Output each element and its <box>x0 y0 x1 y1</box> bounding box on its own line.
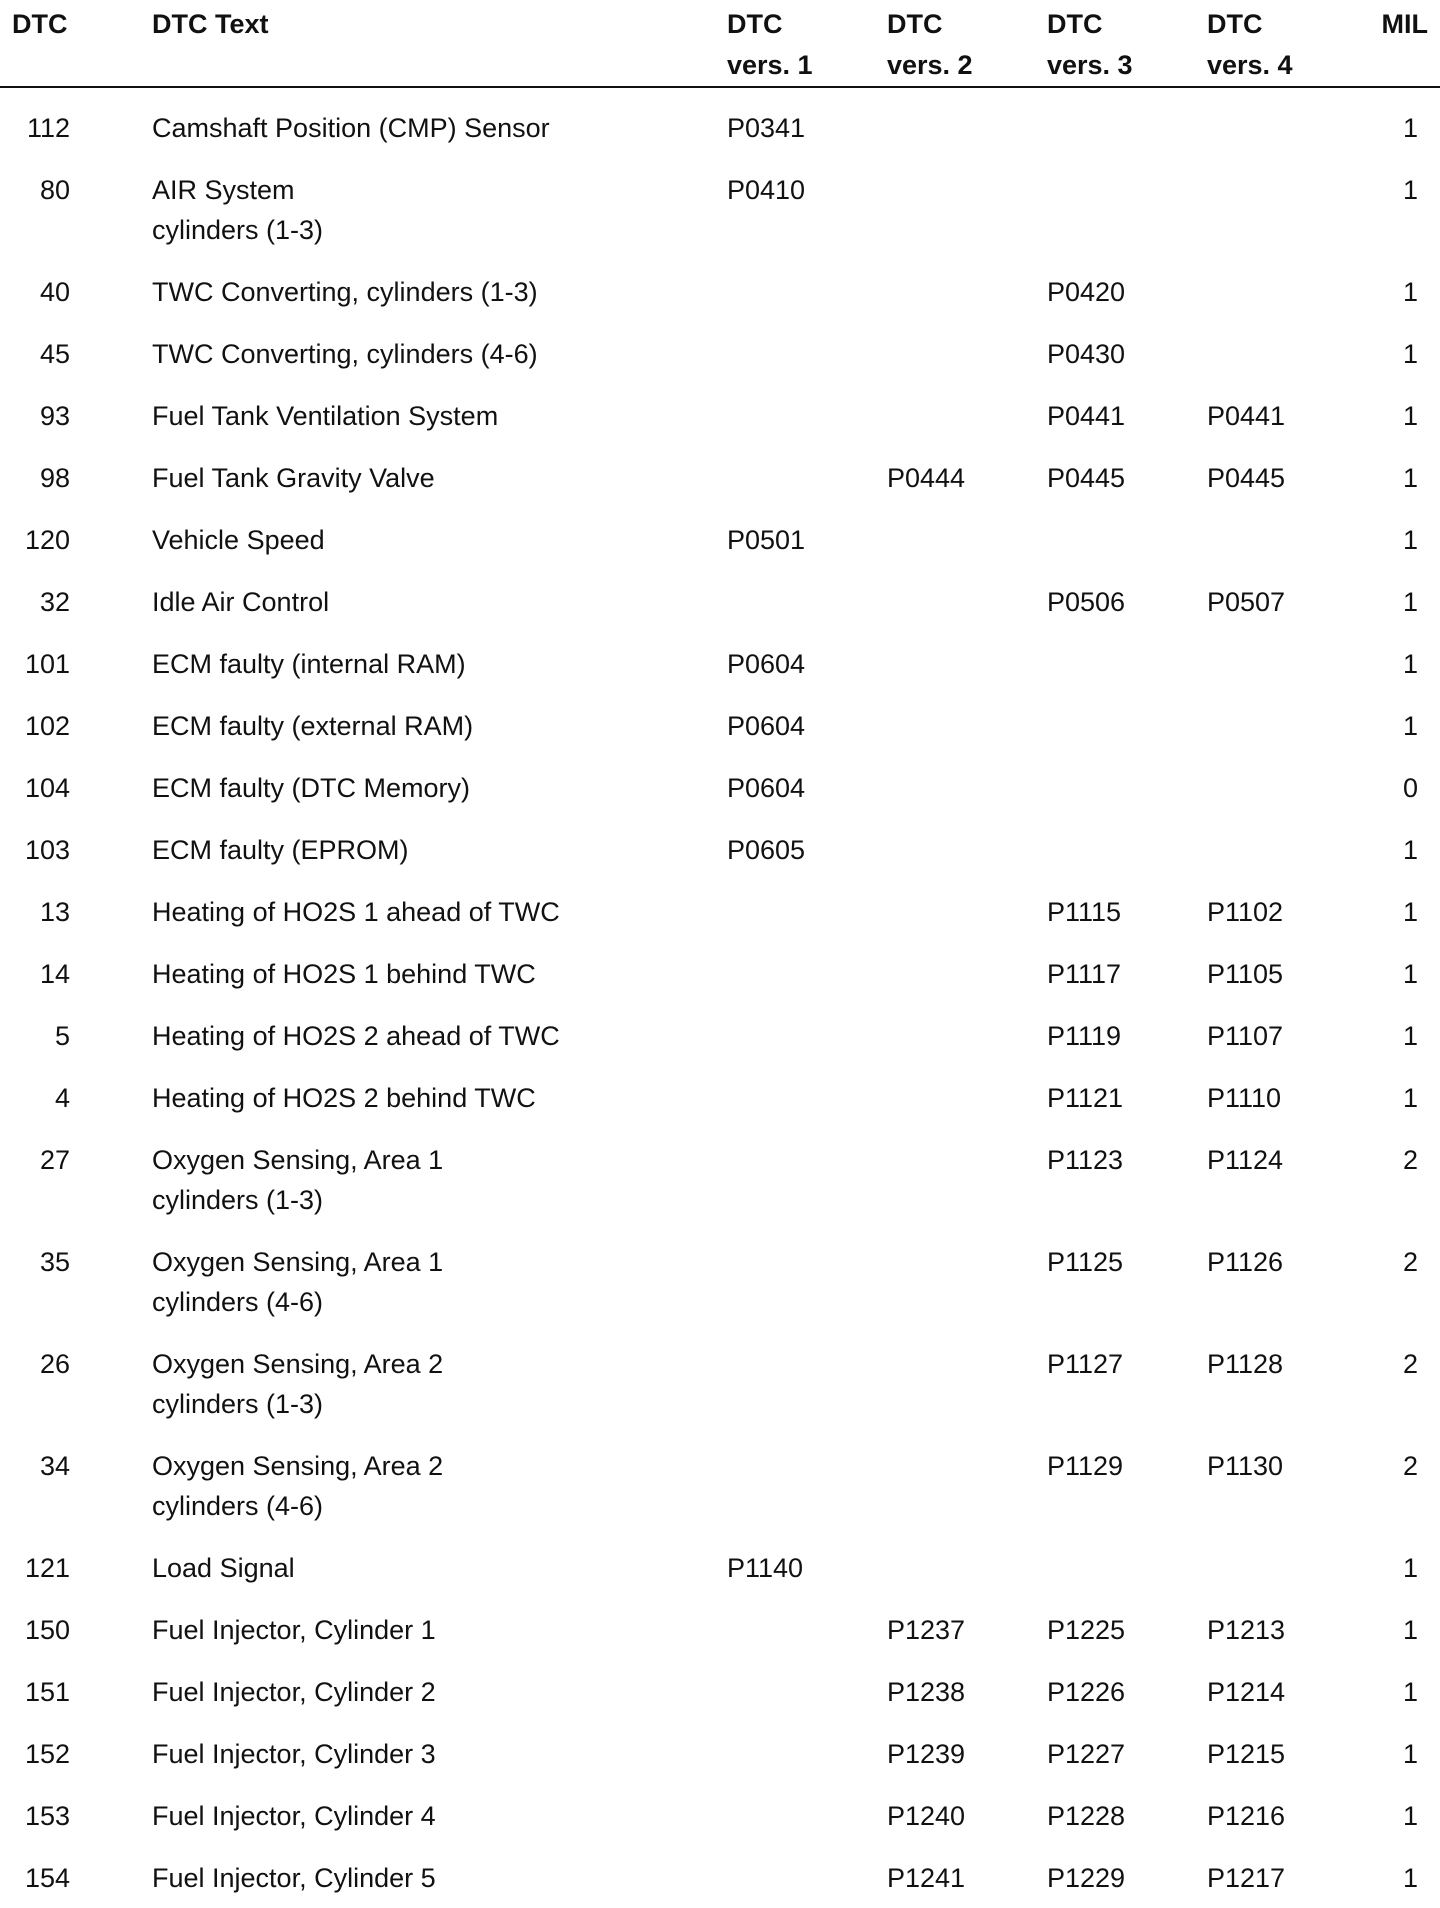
cell-dtc-vers-2: P1238 <box>887 1677 966 1707</box>
cell-dtc-vers-4: P1213 <box>1207 1615 1286 1645</box>
cell-dtc-vers-1 <box>727 1066 887 1128</box>
table-row <box>0 446 1440 508</box>
cell-dtc-vers-3: P1229 <box>1047 1863 1126 1893</box>
cell-dtc-vers-3: P1121 <box>1047 1083 1124 1113</box>
cell-dtc-vers-2 <box>887 1004 1047 1066</box>
header-dtc: DTC <box>0 0 152 87</box>
cell-text-line: cylinders (1-3) <box>152 1185 324 1215</box>
cell-dtc: 152 <box>24 1739 70 1769</box>
cell-mil: 2 <box>1402 1349 1418 1379</box>
cell-dtc: 112 <box>26 113 70 143</box>
cell-dtc-vers-4: P1105 <box>1207 959 1284 989</box>
cell-dtc: 104 <box>24 773 70 803</box>
cell-dtc-text <box>152 1660 727 1722</box>
cell-dtc-vers-2 <box>887 1066 1047 1128</box>
cell-dtc: 150 <box>24 1615 70 1645</box>
header-line: vers. 1 <box>727 50 813 80</box>
cell-dtc-vers-3: P0441 <box>1047 401 1126 431</box>
cell-dtc-text <box>152 1066 727 1128</box>
cell-text-line: Fuel Injector, Cylinder 3 <box>152 1739 436 1769</box>
cell-dtc-vers-1 <box>727 1230 887 1332</box>
cell-dtc-vers-3 <box>1047 818 1207 880</box>
cell-dtc-vers-4: P1216 <box>1207 1801 1286 1831</box>
cell-dtc-vers-3: P1226 <box>1047 1677 1126 1707</box>
cell-dtc-vers-1 <box>727 570 887 632</box>
cell-mil: 1 <box>1402 339 1418 369</box>
cell-dtc-vers-2 <box>887 818 1047 880</box>
cell-dtc-vers-3: P1115 <box>1047 897 1122 927</box>
cell-dtc-vers-4 <box>1207 87 1367 158</box>
cell-text-line: Oxygen Sensing, Area 1 <box>152 1145 444 1175</box>
cell-dtc: 151 <box>24 1677 70 1707</box>
cell-dtc-vers-4: P0507 <box>1207 587 1286 617</box>
cell-text-line: ECM faulty (external RAM) <box>152 711 474 741</box>
cell-text-line: Heating of HO2S 1 behind TWC <box>152 959 536 989</box>
header-line: vers. 4 <box>1207 50 1293 80</box>
cell-dtc-vers-2 <box>887 260 1047 322</box>
cell-dtc: 121 <box>24 1553 70 1583</box>
cell-dtc: 5 <box>54 1021 70 1051</box>
cell-dtc: 26 <box>39 1349 70 1379</box>
cell-dtc-vers-4 <box>1207 632 1367 694</box>
cell-mil: 0 <box>1402 773 1418 803</box>
cell-dtc: 153 <box>24 1801 70 1831</box>
table-row <box>0 570 1440 632</box>
cell-text-line: ECM faulty (internal RAM) <box>152 649 466 679</box>
cell-dtc-vers-4 <box>1207 694 1367 756</box>
cell-text-line: Heating of HO2S 2 behind TWC <box>152 1083 536 1113</box>
cell-dtc-text <box>152 1004 727 1066</box>
cell-dtc-vers-4: P1215 <box>1207 1739 1286 1769</box>
cell-dtc-vers-4: P1126 <box>1207 1247 1284 1277</box>
cell-dtc-vers-2 <box>887 1434 1047 1536</box>
cell-dtc-text <box>152 818 727 880</box>
cell-mil: 1 <box>1402 649 1418 679</box>
cell-dtc-vers-2 <box>887 694 1047 756</box>
cell-dtc-vers-4: P1128 <box>1207 1349 1284 1379</box>
cell-dtc-vers-1 <box>727 942 887 1004</box>
cell-dtc-vers-1 <box>727 1598 887 1660</box>
cell-text-line: Fuel Tank Gravity Valve <box>152 463 435 493</box>
table-row <box>0 1722 1440 1784</box>
cell-dtc: 13 <box>39 897 70 927</box>
cell-dtc-vers-1 <box>727 1846 887 1908</box>
cell-dtc-text <box>152 260 727 322</box>
table-row <box>0 1004 1440 1066</box>
cell-mil: 1 <box>1402 463 1418 493</box>
cell-dtc-vers-2 <box>887 756 1047 818</box>
cell-dtc: 40 <box>39 277 70 307</box>
cell-dtc-vers-1: P0604 <box>727 711 806 741</box>
cell-dtc-text <box>152 756 727 818</box>
cell-dtc: 45 <box>39 339 70 369</box>
cell-dtc: 101 <box>24 649 70 679</box>
cell-dtc-vers-3 <box>1047 87 1207 158</box>
cell-dtc-vers-2 <box>887 158 1047 260</box>
cell-mil: 1 <box>1402 175 1418 205</box>
cell-dtc-text <box>152 632 727 694</box>
cell-dtc-vers-2 <box>887 942 1047 1004</box>
cell-mil: 1 <box>1402 711 1418 741</box>
cell-dtc-vers-3 <box>1047 158 1207 260</box>
table-row <box>0 1230 1440 1332</box>
cell-dtc-vers-2: P1240 <box>887 1801 966 1831</box>
header-mil: MIL <box>1367 0 1440 87</box>
table-row <box>0 158 1440 260</box>
cell-mil: 1 <box>1402 587 1418 617</box>
cell-text-line: TWC Converting, cylinders (1-3) <box>152 277 538 307</box>
cell-dtc-vers-2 <box>887 87 1047 158</box>
cell-dtc-text <box>152 942 727 1004</box>
table-row <box>0 322 1440 384</box>
table-row <box>0 1434 1440 1536</box>
header-line: vers. 2 <box>887 50 973 80</box>
cell-dtc-vers-1 <box>727 1784 887 1846</box>
cell-dtc-vers-4: P1110 <box>1207 1083 1282 1113</box>
table-row <box>0 1598 1440 1660</box>
cell-text-line: Camshaft Position (CMP) Sensor <box>152 113 550 143</box>
cell-dtc-vers-3 <box>1047 1536 1207 1598</box>
header-line: DTC <box>1207 9 1263 39</box>
table-body <box>0 87 1440 1908</box>
cell-text-line: TWC Converting, cylinders (4-6) <box>152 339 538 369</box>
cell-text-line: ECM faulty (DTC Memory) <box>152 773 471 803</box>
cell-mil: 2 <box>1402 1145 1418 1175</box>
cell-dtc: 80 <box>39 175 70 205</box>
table-row <box>0 87 1440 158</box>
cell-dtc-vers-3: P1129 <box>1047 1451 1124 1481</box>
cell-text-line: Load Signal <box>152 1553 295 1583</box>
cell-dtc: 93 <box>39 401 70 431</box>
cell-dtc: 35 <box>39 1247 70 1277</box>
cell-dtc-vers-3 <box>1047 508 1207 570</box>
cell-mil: 1 <box>1402 525 1418 555</box>
cell-dtc-vers-4 <box>1207 322 1367 384</box>
table-row <box>0 1332 1440 1434</box>
cell-dtc-vers-4 <box>1207 260 1367 322</box>
cell-dtc: 34 <box>39 1451 70 1481</box>
cell-dtc-vers-1 <box>727 880 887 942</box>
cell-dtc-vers-1 <box>727 1434 887 1536</box>
table-row <box>0 694 1440 756</box>
cell-dtc-vers-3: P0430 <box>1047 339 1126 369</box>
cell-dtc-text <box>152 1128 727 1230</box>
cell-mil: 1 <box>1402 1083 1418 1113</box>
cell-dtc-vers-4: P1130 <box>1207 1451 1284 1481</box>
cell-dtc-vers-4: P1214 <box>1207 1677 1286 1707</box>
cell-mil: 1 <box>1402 1553 1418 1583</box>
table-row <box>0 1128 1440 1230</box>
cell-dtc: 102 <box>24 711 70 741</box>
cell-dtc-text <box>152 446 727 508</box>
cell-dtc-vers-3: P0420 <box>1047 277 1126 307</box>
cell-text-line: Oxygen Sensing, Area 2 <box>152 1349 444 1379</box>
cell-dtc-text <box>152 570 727 632</box>
cell-dtc-vers-3: P1227 <box>1047 1739 1126 1769</box>
cell-text-line: Heating of HO2S 1 ahead of TWC <box>152 897 560 927</box>
cell-dtc-vers-2: P1241 <box>887 1863 966 1893</box>
cell-dtc-text <box>152 508 727 570</box>
cell-mil: 2 <box>1402 1451 1418 1481</box>
cell-dtc-vers-1 <box>727 1004 887 1066</box>
cell-dtc-vers-1 <box>727 322 887 384</box>
cell-dtc-vers-1 <box>727 1332 887 1434</box>
cell-dtc-vers-4 <box>1207 1536 1367 1598</box>
cell-dtc-text <box>152 1846 727 1908</box>
table-row <box>0 1066 1440 1128</box>
cell-text-line: cylinders (4-6) <box>152 1491 324 1521</box>
table-row <box>0 1536 1440 1598</box>
cell-dtc-vers-2 <box>887 880 1047 942</box>
header-dtc-vers-4 <box>1207 0 1367 87</box>
cell-dtc-vers-1 <box>727 384 887 446</box>
cell-dtc-vers-2 <box>887 322 1047 384</box>
header-line: DTC <box>727 9 783 39</box>
cell-dtc: 27 <box>39 1145 70 1175</box>
cell-dtc-vers-1: P0605 <box>727 835 806 865</box>
cell-text-line: Fuel Injector, Cylinder 5 <box>152 1863 436 1893</box>
cell-text-line: Fuel Injector, Cylinder 2 <box>152 1677 436 1707</box>
cell-mil: 1 <box>1402 959 1418 989</box>
cell-mil: 1 <box>1402 897 1418 927</box>
cell-text-line: Oxygen Sensing, Area 2 <box>152 1451 444 1481</box>
cell-mil: 1 <box>1402 277 1418 307</box>
cell-dtc-vers-4: P1107 <box>1207 1021 1284 1051</box>
cell-dtc-vers-3: P1125 <box>1047 1247 1124 1277</box>
cell-text-line: Fuel Injector, Cylinder 4 <box>152 1801 436 1831</box>
cell-dtc-vers-3: P1228 <box>1047 1801 1126 1831</box>
cell-dtc-vers-1: P0410 <box>727 175 806 205</box>
cell-dtc-vers-4 <box>1207 158 1367 260</box>
cell-dtc-vers-2 <box>887 632 1047 694</box>
cell-dtc-vers-3: P1127 <box>1047 1349 1124 1379</box>
cell-text-line: Oxygen Sensing, Area 1 <box>152 1247 444 1277</box>
cell-dtc-vers-2 <box>887 1536 1047 1598</box>
cell-mil: 1 <box>1402 401 1418 431</box>
cell-dtc-vers-4 <box>1207 818 1367 880</box>
cell-text-line: cylinders (1-3) <box>152 1389 324 1419</box>
cell-dtc: 14 <box>39 959 70 989</box>
cell-text-line: Idle Air Control <box>152 587 330 617</box>
cell-text-line: Fuel Injector, Cylinder 1 <box>152 1615 436 1645</box>
header-dtc-vers-2 <box>887 0 1047 87</box>
cell-dtc-text <box>152 1536 727 1598</box>
header-dtc-vers-1 <box>727 0 887 87</box>
cell-mil: 1 <box>1402 835 1418 865</box>
table-row <box>0 942 1440 1004</box>
cell-text-line: ECM faulty (EPROM) <box>152 835 409 865</box>
cell-dtc-vers-4: P1124 <box>1207 1145 1284 1175</box>
header-line: DTC <box>887 9 943 39</box>
table-row <box>0 1660 1440 1722</box>
cell-text-line: Heating of HO2S 2 ahead of TWC <box>152 1021 560 1051</box>
table-row <box>0 1784 1440 1846</box>
cell-mil: 1 <box>1402 1615 1418 1645</box>
cell-mil: 1 <box>1402 1021 1418 1051</box>
cell-dtc-vers-1 <box>727 1128 887 1230</box>
cell-text-line: cylinders (1-3) <box>152 215 324 245</box>
table-row <box>0 1846 1440 1908</box>
cell-dtc-text <box>152 158 727 260</box>
cell-dtc-vers-3: P1225 <box>1047 1615 1126 1645</box>
cell-mil: 1 <box>1402 1739 1418 1769</box>
cell-dtc-vers-1: P1140 <box>727 1553 804 1583</box>
table-row <box>0 880 1440 942</box>
cell-dtc-text <box>152 694 727 756</box>
table-row <box>0 508 1440 570</box>
header-line: vers. 3 <box>1047 50 1133 80</box>
cell-dtc-vers-4: P1102 <box>1207 897 1284 927</box>
cell-dtc: 98 <box>39 463 70 493</box>
cell-dtc-text <box>152 1332 727 1434</box>
cell-dtc-vers-3: P1117 <box>1047 959 1122 989</box>
cell-dtc: 154 <box>24 1863 70 1893</box>
cell-dtc-text <box>152 1434 727 1536</box>
cell-mil: 1 <box>1402 1863 1418 1893</box>
cell-dtc-text <box>152 384 727 446</box>
cell-dtc-vers-2 <box>887 1230 1047 1332</box>
cell-dtc-vers-2: P1239 <box>887 1739 966 1769</box>
cell-dtc-vers-1 <box>727 1660 887 1722</box>
header-row <box>0 0 1440 87</box>
cell-dtc-vers-4 <box>1207 756 1367 818</box>
cell-dtc-text <box>152 1230 727 1332</box>
cell-dtc: 4 <box>54 1083 70 1113</box>
cell-dtc-vers-1 <box>727 260 887 322</box>
cell-text-line: cylinders (4-6) <box>152 1287 324 1317</box>
table-row <box>0 756 1440 818</box>
cell-dtc-vers-1: P0501 <box>727 525 806 555</box>
cell-dtc-vers-3 <box>1047 632 1207 694</box>
cell-mil: 1 <box>1402 1677 1418 1707</box>
cell-dtc-vers-2 <box>887 508 1047 570</box>
table-header <box>0 0 1440 87</box>
cell-dtc-vers-2: P0444 <box>887 463 966 493</box>
cell-dtc-vers-4: P0445 <box>1207 463 1286 493</box>
cell-dtc-vers-3: P1119 <box>1047 1021 1122 1051</box>
cell-text-line: AIR System <box>152 175 295 205</box>
cell-text-line: Fuel Tank Ventilation System <box>152 401 499 431</box>
cell-dtc-vers-3 <box>1047 694 1207 756</box>
cell-dtc-vers-2 <box>887 1128 1047 1230</box>
cell-dtc-vers-4 <box>1207 508 1367 570</box>
cell-dtc-vers-3: P0445 <box>1047 463 1126 493</box>
cell-dtc-vers-2 <box>887 384 1047 446</box>
cell-dtc-text <box>152 880 727 942</box>
cell-dtc: 32 <box>39 587 70 617</box>
header-dtc-vers-3 <box>1047 0 1207 87</box>
cell-dtc-vers-1: P0341 <box>727 113 806 143</box>
cell-dtc: 120 <box>24 525 70 555</box>
table-row <box>0 384 1440 446</box>
cell-dtc-text <box>152 1598 727 1660</box>
header-line: DTC <box>1047 9 1103 39</box>
cell-dtc-text <box>152 1784 727 1846</box>
cell-dtc-text <box>152 322 727 384</box>
cell-dtc-vers-1 <box>727 446 887 508</box>
cell-dtc-vers-2 <box>887 570 1047 632</box>
cell-dtc-vers-3 <box>1047 756 1207 818</box>
cell-dtc-vers-1: P0604 <box>727 649 806 679</box>
cell-mil: 1 <box>1402 1801 1418 1831</box>
table-row <box>0 260 1440 322</box>
table-row <box>0 818 1440 880</box>
cell-dtc-text <box>152 1722 727 1784</box>
cell-dtc-vers-3: P0506 <box>1047 587 1126 617</box>
cell-dtc-text <box>152 87 727 158</box>
cell-dtc-vers-1: P0604 <box>727 773 806 803</box>
table-row <box>0 632 1440 694</box>
cell-dtc-vers-4: P1217 <box>1207 1863 1286 1893</box>
cell-dtc-vers-1 <box>727 1722 887 1784</box>
cell-dtc-vers-3: P1123 <box>1047 1145 1124 1175</box>
cell-mil: 1 <box>1402 113 1418 143</box>
cell-dtc-vers-2: P1237 <box>887 1615 966 1645</box>
cell-dtc: 103 <box>24 835 70 865</box>
cell-mil: 2 <box>1402 1247 1418 1277</box>
cell-text-line: Vehicle Speed <box>152 525 325 555</box>
cell-dtc-vers-4: P0441 <box>1207 401 1286 431</box>
cell-dtc-vers-2 <box>887 1332 1047 1434</box>
header-dtc-text: DTC Text <box>152 0 727 87</box>
